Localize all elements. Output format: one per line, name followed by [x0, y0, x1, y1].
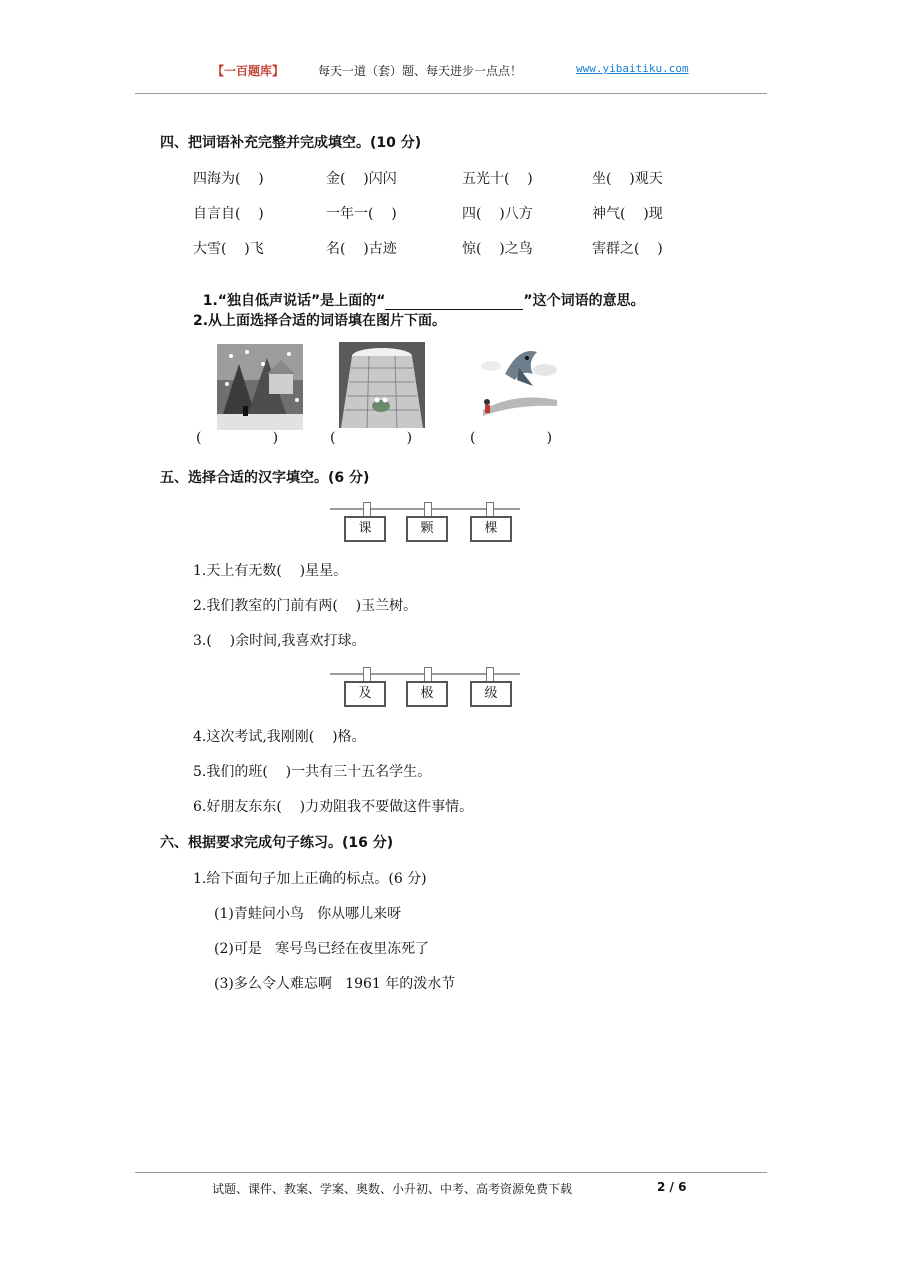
idiom-cell: 金( )闪闪 [326, 171, 397, 187]
header-divider [135, 93, 767, 94]
picture-answer-1[interactable]: ( ) [196, 430, 279, 446]
bird-sky-image [464, 340, 572, 426]
idiom-cell: 害群之( ) [592, 241, 663, 257]
frog-well-image [328, 342, 436, 428]
page-header [0, 62, 900, 86]
section-4-title: 四、把词语补充完整并完成填空。(10 分) [160, 135, 422, 151]
snow-scene-image [206, 344, 314, 430]
idiom-cell: 坐( )观天 [592, 171, 663, 187]
page-number: 2 / 6 [657, 1180, 687, 1194]
section-5-title: 五、选择合适的汉字填空。(6 分) [160, 470, 370, 486]
brand-label: 【一百题库】 [212, 64, 285, 78]
char-tag: 颗 [406, 516, 448, 542]
idiom-cell: 大雪( )飞 [193, 241, 264, 257]
answer-blank[interactable] [385, 297, 523, 310]
idiom-cell: 四( )八方 [462, 206, 533, 222]
site-link[interactable]: www.yibaitiku.com [576, 62, 689, 75]
idiom-cell: 名( )古迹 [326, 241, 397, 257]
footer-text: 试题、课件、教案、学案、奥数、小升初、中考、高考资源免费下载 [212, 1182, 573, 1196]
char-tag: 课 [344, 516, 386, 542]
idiom-cell: 四海为( ) [193, 171, 264, 187]
idiom-cell: 五光十( ) [462, 171, 533, 187]
char-tag: 极 [406, 681, 448, 707]
fill-item: 5.我们的班( )一共有三十五名学生。 [193, 764, 432, 780]
fill-item: 6.好朋友东东( )力劝阻我不要做这件事情。 [193, 799, 474, 815]
picture-answer-3[interactable]: ( ) [470, 430, 553, 446]
q1-suffix: ”这个词语的意思。 [523, 293, 645, 309]
punctuation-item: (3)多么令人难忘啊 1961 年的泼水节 [214, 976, 456, 992]
fill-item: 4.这次考试,我刚刚( )格。 [193, 729, 366, 745]
punctuation-item: (2)可是 寒号鸟已经在夜里冻死了 [214, 941, 430, 957]
idiom-cell: 一年一( ) [326, 206, 397, 222]
q1-prefix: 1.“独自低声说话”是上面的“ [202, 293, 386, 309]
fill-item: 2.我们教室的门前有两( )玉兰树。 [193, 598, 418, 614]
footer-divider [135, 1172, 767, 1173]
idiom-cell: 自言自( ) [193, 206, 264, 222]
fill-item: 3.( )余时间,我喜欢打球。 [193, 633, 366, 649]
question-4-2: 2.从上面选择合适的词语填在图片下面。 [193, 313, 447, 329]
question-6-1: 1.给下面句子加上正确的标点。(6 分) [193, 871, 427, 887]
fill-item: 1.天上有无数( )星星。 [193, 563, 348, 579]
header-slogan: 每天一道（套）题、每天进步一点点！ [318, 64, 523, 78]
idiom-cell: 惊( )之鸟 [462, 241, 533, 257]
char-tag: 级 [470, 681, 512, 707]
picture-answer-2[interactable]: ( ) [330, 430, 413, 446]
char-tag: 棵 [470, 516, 512, 542]
char-tag: 及 [344, 681, 386, 707]
idiom-cell: 神气( )现 [592, 206, 663, 222]
question-4-1 [193, 274, 645, 310]
section-6-title: 六、根据要求完成句子练习。(16 分) [160, 835, 394, 851]
punctuation-item: (1)青蛙问小鸟 你从哪儿来呀 [214, 906, 402, 922]
